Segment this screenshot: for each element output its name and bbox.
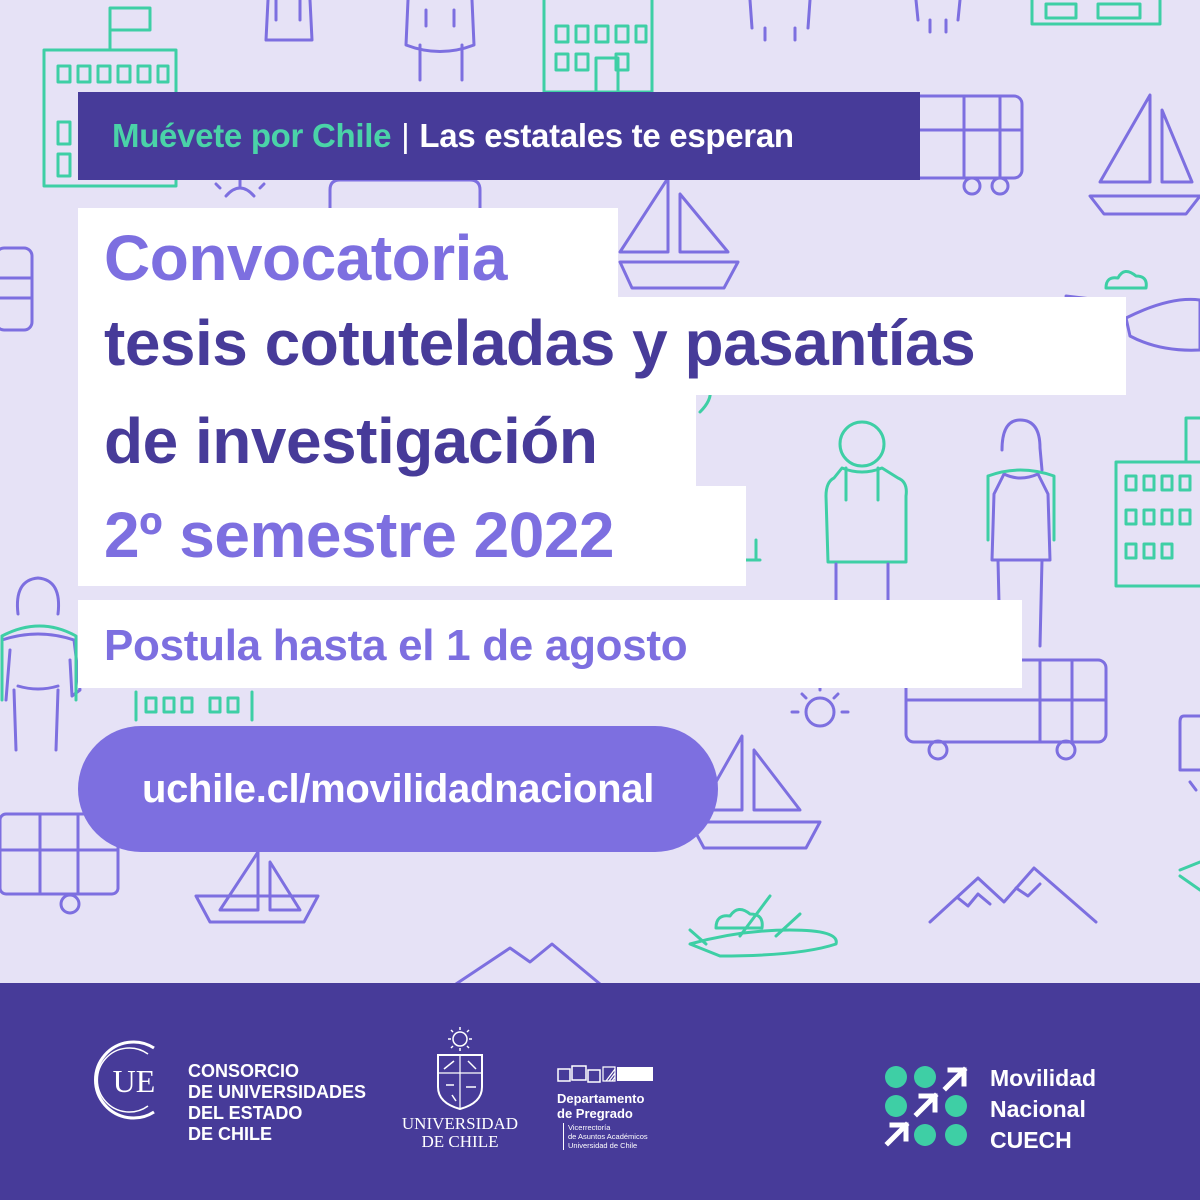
building-icon (1032, 0, 1160, 24)
backpacker-icon (750, 0, 810, 40)
cue-logo-mark: UE (112, 1063, 156, 1099)
headline-line-2: tesis cotuteladas y pasantías (78, 297, 1126, 395)
building-icon (136, 692, 252, 720)
pregrado-title-line: de Pregrado (557, 1106, 633, 1121)
cue-text-line: DE UNIVERSIDADES (188, 1082, 367, 1102)
building-icon (1116, 418, 1200, 586)
uchile-text-line: DE CHILE (421, 1132, 499, 1151)
tagline-highlight: Muévete por Chile (112, 117, 392, 154)
pregrado-sub-line: Vicerrectoría (568, 1123, 611, 1132)
tagline-separator: | (401, 117, 410, 154)
bus-icon (906, 96, 1022, 194)
backpacker-icon (988, 470, 1054, 540)
sun-icon (792, 684, 848, 726)
headline-line-4: 2º semestre 2022 (78, 486, 746, 586)
sun-icon (216, 180, 264, 196)
bus-icon (1180, 716, 1200, 790)
cue-logo-text (188, 1061, 366, 1145)
movilidad-text-line: Movilidad (990, 1065, 1097, 1091)
uchile-text-line: UNIVERSIDAD (401, 1114, 519, 1133)
pregrado-sub-line: de Asuntos Académicos (568, 1132, 648, 1141)
cloud-icon (1106, 271, 1146, 288)
movilidad-logo-text (990, 1063, 1096, 1156)
sailboat-icon (620, 178, 738, 288)
cue-text-line: DEL ESTADO (188, 1103, 303, 1123)
pregrado-logo-icon (557, 1065, 655, 1085)
tagline-banner (78, 92, 920, 180)
website-link-button[interactable]: uchile.cl/movilidadnacional (78, 726, 718, 852)
footer-logos (0, 983, 1200, 1200)
bus-icon (330, 180, 480, 210)
headline-line-1: Convocatoria (78, 208, 618, 303)
airplane-icon (1180, 862, 1200, 890)
pregrado-title-line: Departamento (557, 1091, 645, 1106)
movilidad-dots-icon (884, 1065, 970, 1147)
backpacker-icon (266, 0, 312, 40)
tagline-text: Las estatales te esperan (419, 117, 794, 154)
headline-line-3: de investigación (78, 393, 696, 488)
sailboat-icon (1090, 95, 1200, 214)
uchile-logo-text (390, 1115, 530, 1151)
cue-text-line: DE CHILE (188, 1124, 273, 1144)
building-icon (544, 0, 652, 92)
backpacker-icon (2, 578, 80, 750)
mountain-icon (456, 944, 600, 984)
cue-logo-icon (92, 1038, 176, 1122)
movilidad-text-line: Nacional (990, 1096, 1086, 1122)
sailboat-icon (196, 852, 318, 922)
backpacker-icon (826, 422, 906, 562)
movilidad-text-line: CUECH (990, 1127, 1072, 1153)
pregrado-sub-line: Universidad de Chile (568, 1141, 638, 1150)
bus-icon (0, 248, 32, 330)
mountain-icon (930, 868, 1096, 922)
uchile-shield-icon (430, 1025, 490, 1111)
deadline-text: Postula hasta el 1 de agosto (78, 600, 1022, 688)
backpacker-icon (406, 0, 474, 80)
building-icon (744, 540, 760, 560)
pregrado-subtitle (563, 1123, 648, 1150)
cue-text-line: CONSORCIO (188, 1061, 300, 1081)
backpacker-icon (916, 0, 960, 32)
pregrado-title (557, 1091, 644, 1121)
cloud-icon (716, 909, 762, 928)
